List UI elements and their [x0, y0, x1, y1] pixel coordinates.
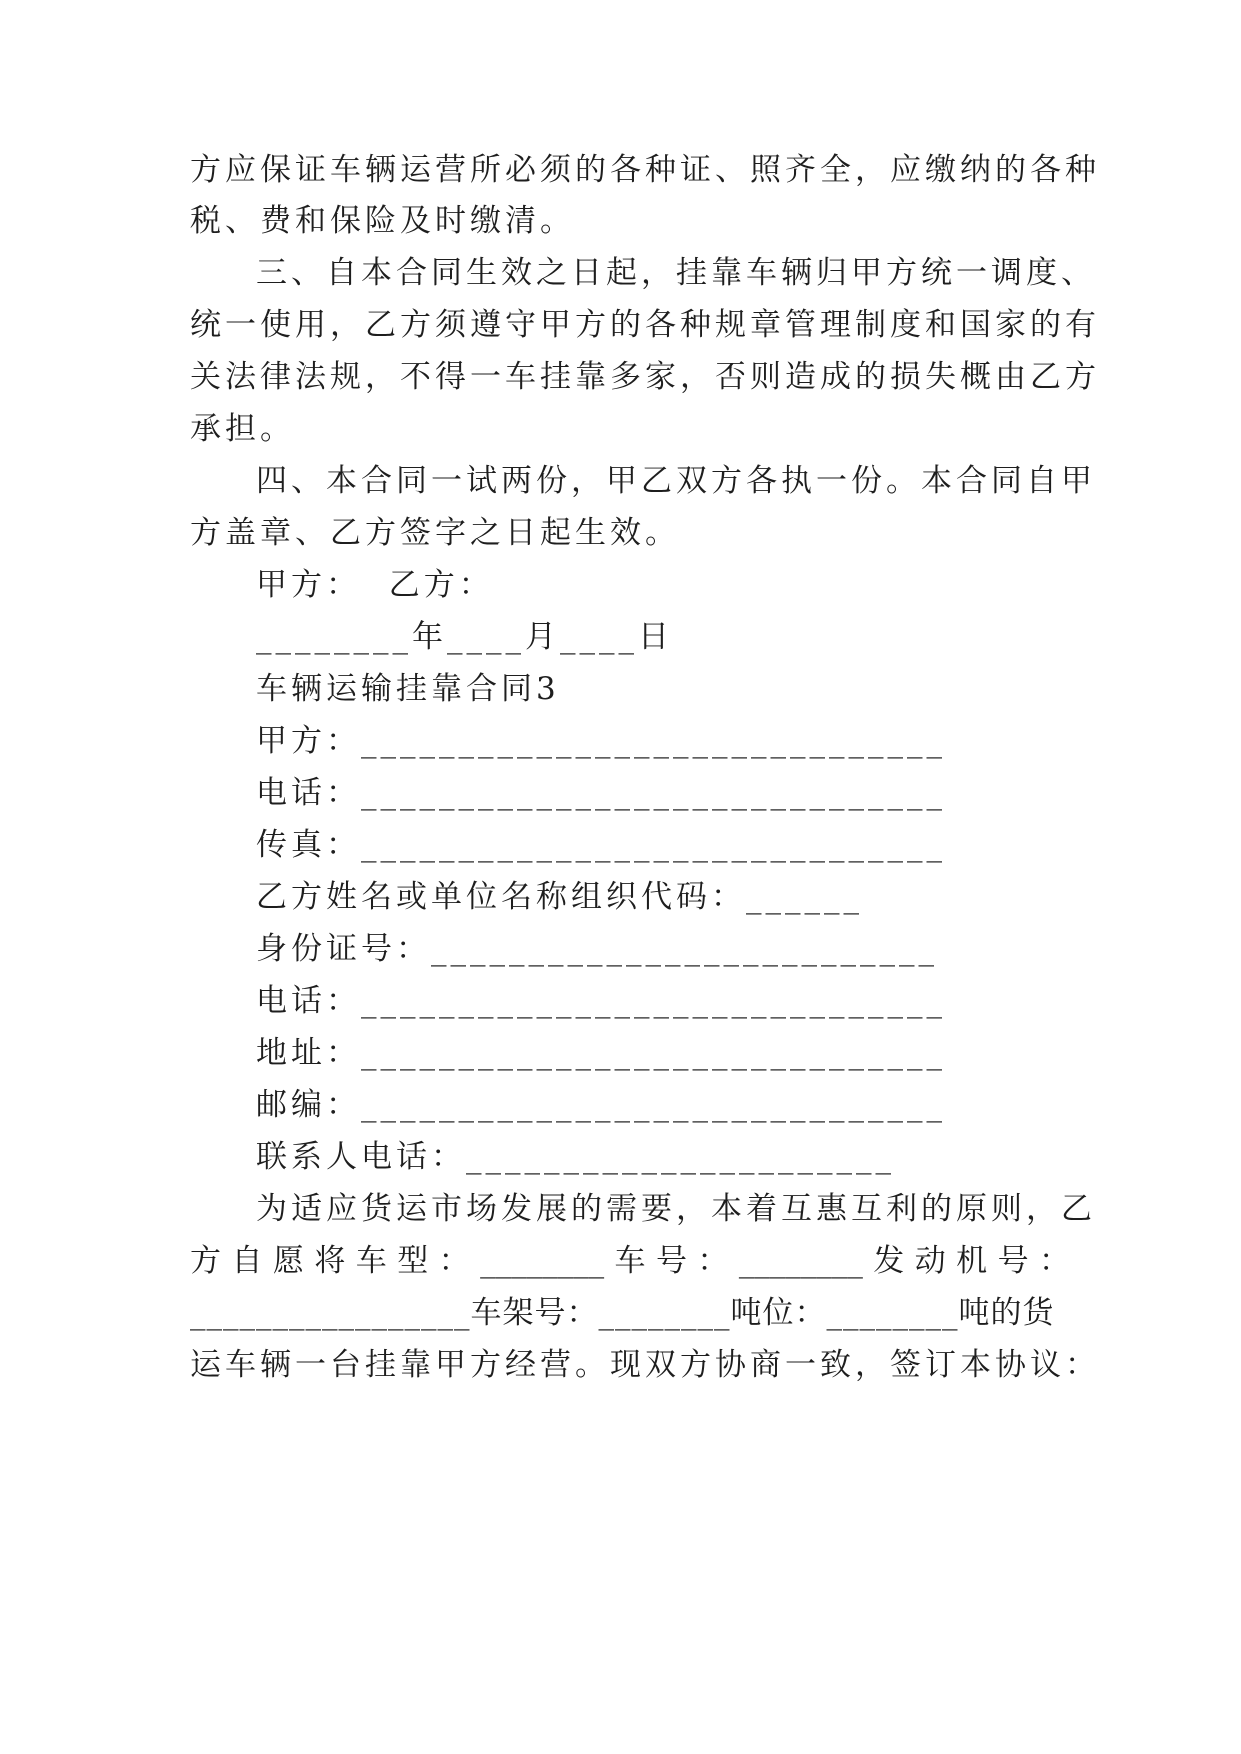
text-line: 为适应货运市场发展的需要，本着互惠互利的原则，乙	[256, 1191, 1096, 1227]
text-line: 四、本合同一试两份，甲乙双方各执一份。本合同自甲	[256, 463, 1096, 499]
phone-field: 电话：______________________________	[256, 983, 946, 1019]
text-line: 承担。	[190, 411, 295, 447]
vehicle-info-line: 方 自 愿 将 车 型 ： ________ 车 号 ： ________ 发 动 机 号 ：	[190, 1243, 1070, 1279]
phone-field: 电话：______________________________	[256, 775, 946, 811]
section-title: 车辆运输挂靠合同3	[256, 671, 560, 707]
signature-parties: 甲方： 乙方：	[256, 567, 494, 603]
text-line: 方盖章、乙方签字之日起生效。	[190, 515, 680, 551]
date-line: ________年____月____日	[256, 619, 673, 655]
text-line: 税、费和保险及时缴清。	[190, 203, 575, 239]
contact-phone-field: 联系人电话：______________________	[256, 1139, 895, 1175]
vehicle-info-line: _________________车架号：________吨位：________吨的货	[190, 1295, 1055, 1331]
text-line: 统一使用，乙方须遵守甲方的各种规章管理制度和国家的有	[190, 307, 1100, 343]
party-b-name-field: 乙方姓名或单位名称组织代码：______	[256, 879, 863, 915]
address-field: 地址：______________________________	[256, 1035, 946, 1071]
id-number-field: 身份证号：__________________________	[256, 931, 938, 967]
text-line: 方应保证车辆运营所必须的各种证、照齐全，应缴纳的各种	[190, 152, 1100, 188]
text-line: 关法律法规，不得一车挂靠多家，否则造成的损失概由乙方	[190, 359, 1100, 395]
text-line: 运车辆一台挂靠甲方经营。现双方协商一致，签订本协议：	[190, 1347, 1100, 1383]
party-a-field: 甲方：______________________________	[256, 723, 946, 759]
postcode-field: 邮编：______________________________	[256, 1087, 946, 1123]
text-line: 三、自本合同生效之日起，挂靠车辆归甲方统一调度、	[256, 255, 1096, 291]
fax-field: 传真：______________________________	[256, 827, 946, 863]
